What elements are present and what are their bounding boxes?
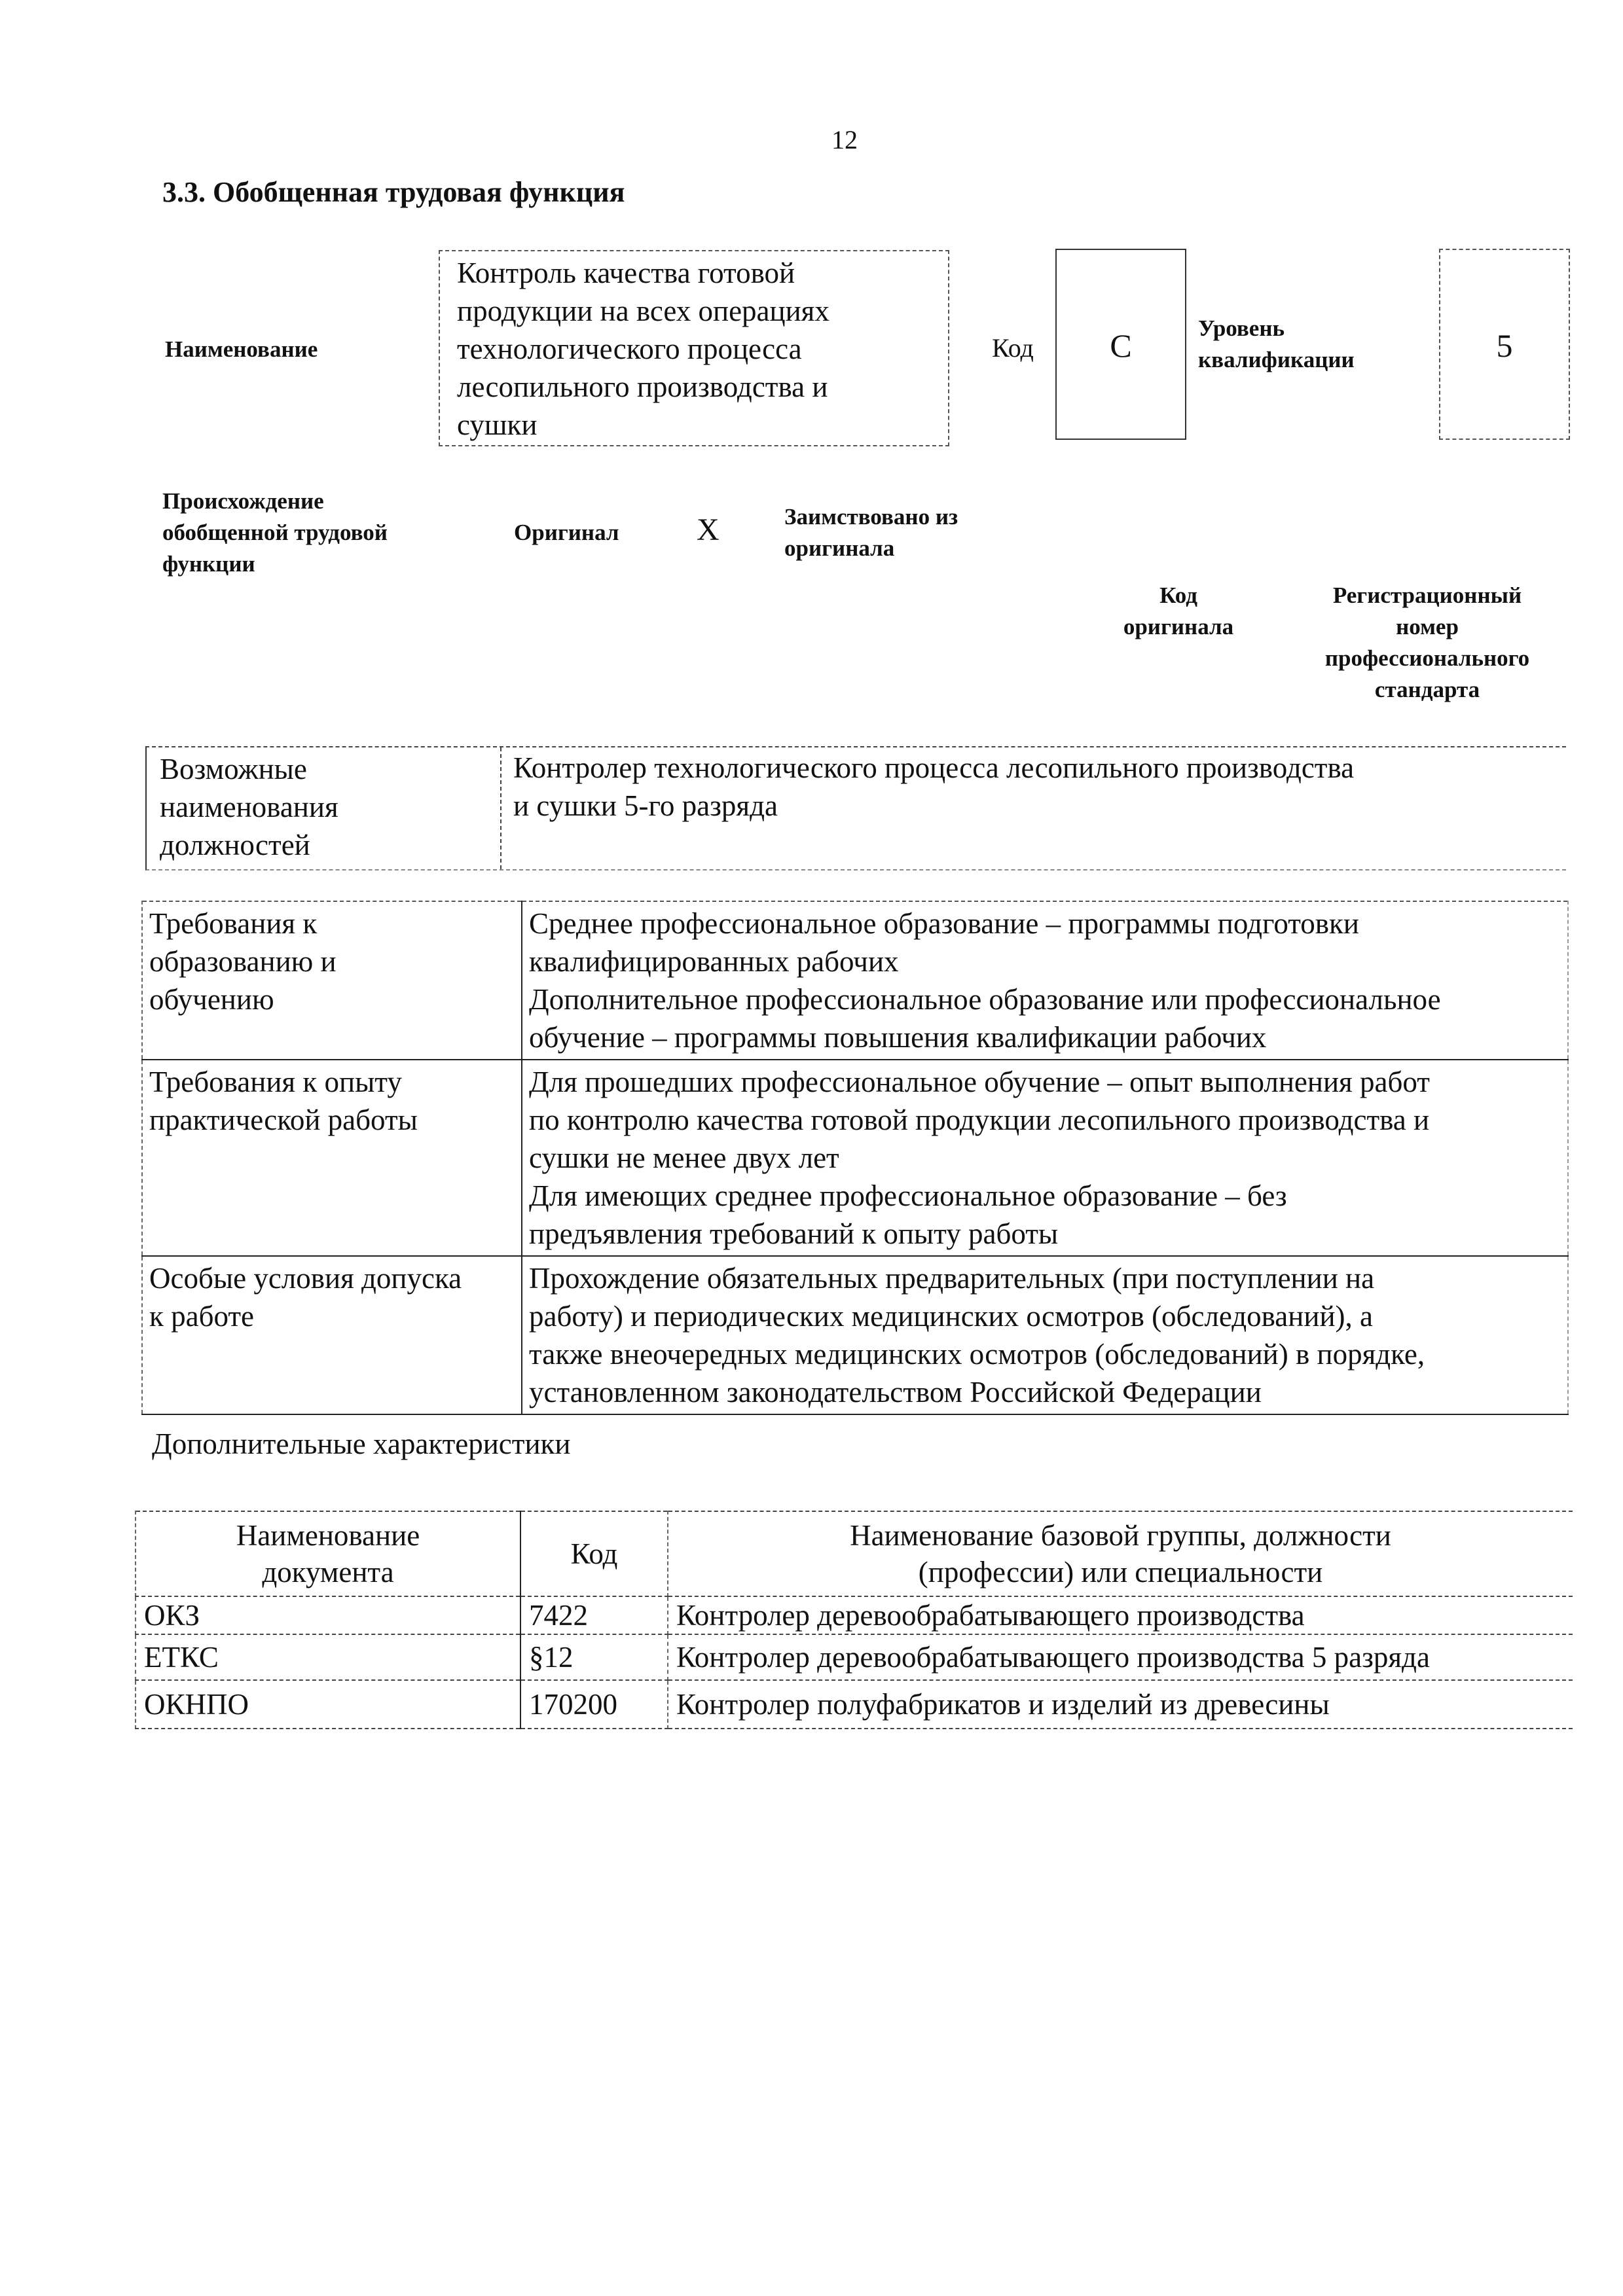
name-cell: Контролер деревообрабатывающего производства 5 разряда (668, 1634, 1573, 1680)
name-value (439, 250, 949, 446)
page-number: 12 (831, 125, 858, 154)
requirements-label (142, 1060, 522, 1256)
requirements-value-line: Среднее профессиональное образование – программы подготовки (529, 907, 1359, 940)
original-label: Оригинал (514, 520, 619, 545)
requirements-value-line: Дополнительное профессиональное образование или профессиональное (529, 983, 1441, 1016)
name-line: продукции на всех операциях (457, 295, 830, 327)
doc-cell: ЕТКС (136, 1634, 520, 1680)
name-cell: Контролер деревообрабатывающего производства (668, 1596, 1573, 1634)
code-label: Код (992, 333, 1034, 363)
requirements-table (141, 901, 1569, 1415)
requirements-label-line: Особые условия допуска (149, 1262, 462, 1295)
positions-label-line: Возможные (160, 753, 307, 785)
requirements-value-line: работу) и периодических медицинских осмотров (обследований), а (529, 1300, 1373, 1333)
requirements-value-line: предъявления требований к опыту работы (529, 1217, 1059, 1250)
requirements-row (142, 1256, 1568, 1414)
level-label-line: Уровень (1198, 315, 1285, 341)
level-label-line: квалификации (1198, 347, 1355, 372)
origin-label-line: Происхождение (162, 488, 324, 514)
requirements-label-line: практической работы (149, 1103, 418, 1136)
positions-table (145, 746, 1566, 870)
positions-label-line: должностей (160, 829, 310, 861)
requirements-label-line: обучению (149, 983, 274, 1016)
doc-header-line: документа (262, 1556, 394, 1588)
positions-label-line: наименования (160, 791, 338, 823)
requirements-value (522, 1060, 1568, 1256)
requirements-label-line: образованию и (149, 945, 337, 978)
requirements-label-line: Требования к опыту (149, 1066, 402, 1098)
additional-row (136, 1634, 1573, 1680)
additional-title: Дополнительные характеристики (152, 1427, 571, 1460)
origin-label-line: функции (162, 551, 255, 577)
requirements-value-line: обучение – программы повышения квалификации рабочих (529, 1021, 1267, 1054)
name-cell: Контролер полуфабрикатов и изделий из древесины (668, 1680, 1573, 1729)
name-line: сушки (457, 408, 538, 441)
requirements-label (142, 901, 522, 1060)
name-label: Наименование (165, 336, 318, 362)
group-header-line: (профессии) или специальности (918, 1556, 1323, 1588)
code-cell: 7422 (520, 1596, 668, 1634)
requirements-label-line: Требования к (149, 907, 318, 940)
code-cell: 170200 (520, 1680, 668, 1729)
group-header-line: Наименование базовой группы, должности (850, 1519, 1391, 1552)
additional-table (135, 1511, 1573, 1729)
doc-cell: ОКНПО (136, 1680, 520, 1729)
code-value: С (1055, 249, 1186, 440)
requirements-value (522, 1256, 1568, 1414)
positions-value-line: и сушки 5-го разряда (513, 789, 778, 822)
reg-number-label-line: Регистрационный (1332, 583, 1522, 608)
origin-label-line: обобщенной трудовой (162, 520, 388, 545)
requirements-label (142, 1256, 522, 1414)
name-line: лесопильного производства и (457, 370, 828, 403)
requirements-value-line: также внеочередных медицинских осмотров (обследований) в порядке, (529, 1338, 1425, 1371)
origin-label (162, 486, 388, 580)
additional-header-row (136, 1511, 1573, 1596)
code-header: Код (520, 1511, 668, 1596)
positions-value (513, 749, 1548, 825)
doc-cell: ОКЗ (136, 1596, 520, 1634)
borrowed-label-line: Заимствовано из (784, 504, 958, 529)
requirements-value-line: установленном законодательством Российской Федерации (529, 1376, 1262, 1408)
reg-number-label-line: номер (1396, 614, 1459, 639)
group-header (668, 1511, 1573, 1596)
requirements-value-line: Для имеющих среднее профессиональное образование – без (529, 1179, 1287, 1212)
borrowed-label-line: оригинала (784, 535, 895, 561)
requirements-label-line: к работе (149, 1300, 255, 1333)
name-line: технологического процесса (457, 332, 802, 365)
level-value: 5 (1439, 249, 1570, 440)
doc-header-line: Наименование (236, 1519, 420, 1552)
original-mark: Х (697, 512, 720, 547)
original-code-label-line: оригинала (1123, 614, 1234, 639)
code-cell: §12 (520, 1634, 668, 1680)
positions-divider (500, 747, 501, 869)
requirements-value-line: Для прошедших профессиональное обучение – опыт выполнения работ (529, 1066, 1430, 1098)
requirements-value-line: сушки не менее двух лет (529, 1141, 839, 1174)
original-code-label (1087, 580, 1270, 643)
level-label (1198, 313, 1355, 376)
requirements-value-line: квалифицированных рабочих (529, 945, 899, 978)
reg-number-label-line: профессионального (1324, 645, 1530, 671)
requirements-row (142, 1060, 1568, 1256)
name-line: Контроль качества готовой (457, 257, 795, 289)
positions-value-line: Контролер технологического процесса лесопильного производства (513, 751, 1355, 784)
reg-number-label-line: стандарта (1374, 677, 1480, 702)
additional-row (136, 1596, 1573, 1634)
section-title: 3.3. Обобщенная трудовая функция (162, 176, 625, 208)
requirements-value (522, 901, 1568, 1060)
requirements-row (142, 901, 1568, 1060)
original-code-label-line: Код (1159, 583, 1197, 608)
additional-row (136, 1680, 1573, 1729)
doc-header (136, 1511, 520, 1596)
requirements-value-line: по контролю качества готовой продукции лесопильного производства и (529, 1103, 1430, 1136)
reg-number-label (1283, 580, 1571, 706)
requirements-value-line: Прохождение обязательных предварительных (при поступлении на (529, 1262, 1375, 1295)
borrowed-label (784, 501, 958, 564)
positions-label (160, 750, 500, 864)
